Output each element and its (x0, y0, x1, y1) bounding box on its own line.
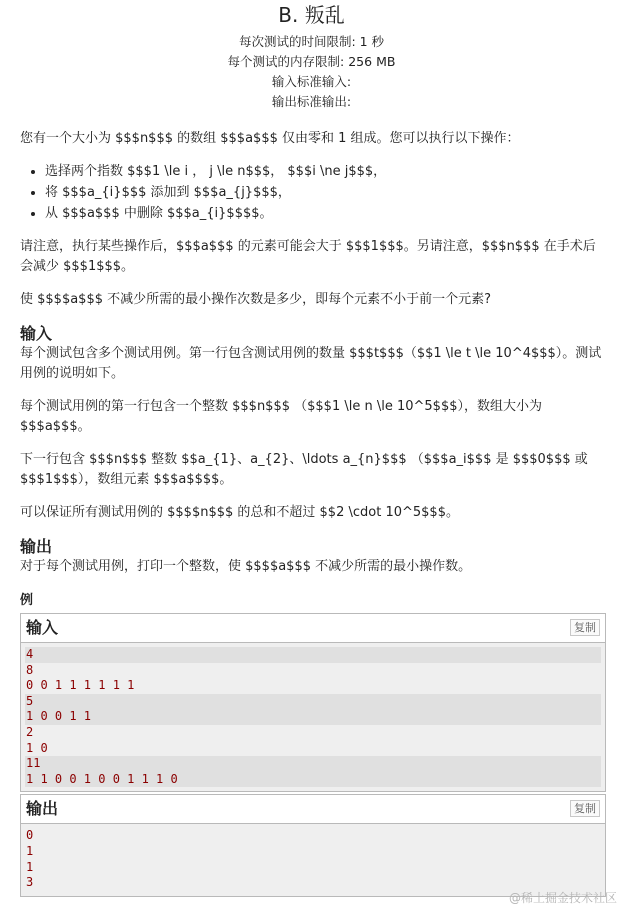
output-line: 3 (26, 875, 34, 890)
output-file: 输出标准输出: (271, 94, 352, 109)
input-line: 5 (25, 694, 601, 710)
problem-statement (0, 129, 623, 897)
output-paragraph: 对于每个测试用例，打印一个整数，使 $$$$a$$$ 不减少所需的最小操作数。 (20, 559, 472, 574)
statement-note: 请注意，执行某些操作后，$$$a$$$ 的元素可能会大于 $$$1$$$。另请注意，$$$n$$$ 在手术后会减少 $$$1$$$。 (20, 239, 596, 274)
copy-output-button[interactable]: 复制 (570, 800, 600, 817)
input-line: 2 (26, 724, 34, 739)
memory-limit: 每个测试的内存限制: 256 MB (227, 54, 396, 69)
example-input-title: 输入 (26, 618, 59, 637)
input-line: 0 0 1 1 1 1 1 1 (26, 678, 135, 693)
input-heading: 输入 (20, 324, 53, 343)
input-line: 1 0 (26, 740, 48, 755)
problem-title: B. 叛乱 (278, 3, 345, 27)
output-line: 1 (26, 843, 34, 858)
watermark: @稀土掘金技术社区 (508, 891, 617, 905)
problem-header (0, 0, 623, 112)
list-item: • 将 $$$a_{i}$$$ 添加到 $$$a_{j}$$$， (45, 182, 603, 203)
example-input-body (21, 643, 605, 791)
example-input-header (21, 614, 605, 643)
input-paragraph: 可以保证所有测试用例的 $$$$n$$$ 的总和不超过 $$2 \cdot 10^5$$$。 (20, 505, 459, 520)
copy-input-button[interactable]: 复制 (570, 619, 600, 636)
input-file: 输入标准输入: (271, 74, 352, 89)
list-item: • 选择两个指数 $$$1 \le i ， j \le n$$$， $$$i \ne j$$$， (45, 161, 603, 182)
statement-question: 使 $$$$a$$$ 不减少所需的最小操作次数是多少，即每个元素不小于前一个元素? (20, 292, 492, 307)
example-output-box (20, 794, 606, 897)
list-item: • 从 $$$a$$$ 中删除 $$$a_{i}$$$$。 (45, 203, 603, 224)
operations-list (20, 161, 603, 224)
example-output-body (21, 824, 605, 896)
input-paragraph: 下一行包含 $$$n$$$ 整数 $$a_{1}、a_{2}、\ldots a_{n}$$$ （$$$a_i$$$ 是 $$$0$$$ 或 $$$1$$$），数组元素 $$$a$$$$。 (20, 452, 588, 487)
example-output-header (21, 795, 605, 824)
example-label: 例 (20, 593, 34, 608)
example-input-box (20, 613, 606, 792)
input-line: 11 (25, 756, 601, 772)
time-limit: 每次测试的时间限制: 1 秒 (238, 34, 385, 49)
input-line: 4 (25, 647, 601, 663)
input-paragraph: 每个测试用例的第一行包含一个整数 $$$n$$$ （$$$1 \le n \le 10^5$$$），数组大小为 $$$a$$$。 (20, 399, 542, 434)
input-paragraph: 每个测试包含多个测试用例。第一行包含测试用例的数量 $$$t$$$（$$1 \le t \le 10^4$$$）。测试用例的说明如下。 (20, 346, 602, 381)
output-line: 0 (26, 828, 34, 843)
output-heading: 输出 (20, 537, 53, 556)
example-output-title: 输出 (26, 799, 59, 819)
output-line: 1 (26, 859, 34, 874)
input-line: 8 (26, 662, 34, 677)
input-line: 1 0 0 1 1 (25, 709, 601, 725)
input-line: 1 1 0 0 1 0 0 1 1 1 0 (25, 772, 601, 788)
statement-intro: 您有一个大小为 $$$n$$$ 的数组 $$$a$$$ 仅由零和 1 组成。您可以执行以下操作： (20, 131, 520, 146)
